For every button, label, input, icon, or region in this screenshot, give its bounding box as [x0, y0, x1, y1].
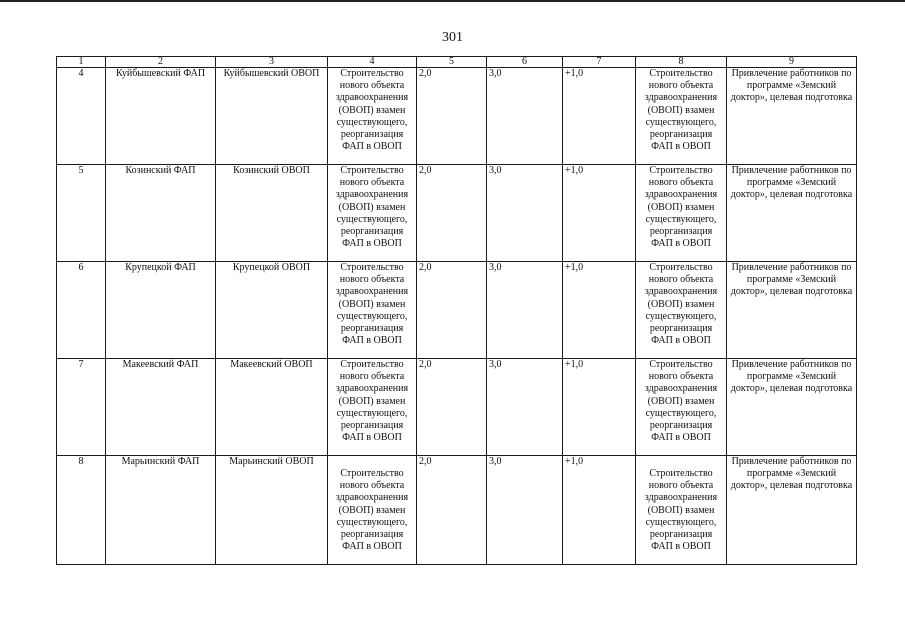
value-col7: +1,0	[563, 359, 636, 456]
row-number: 8	[57, 456, 106, 565]
fap-name: Крупецкой ФАП	[106, 262, 216, 359]
value-col6: 3,0	[487, 456, 563, 565]
ovop-name: Крупецкой ОВОП	[216, 262, 328, 359]
ovop-name: Марьинский ОВОП	[216, 456, 328, 565]
row-number: 6	[57, 262, 106, 359]
fap-name: Марьинский ФАП	[106, 456, 216, 565]
measure-col8: Строительство нового объекта здравоохранения (ОВОП) взамен существующего, реорганизация ФАП в ОВОП	[636, 262, 727, 359]
value-col5: 2,0	[417, 68, 487, 165]
table-row	[57, 359, 857, 456]
planned-action: Строительство нового объекта здравоохранения (ОВОП) взамен существующего, реорганизация ФАП в ОВОП	[328, 359, 417, 456]
column-header: 6	[487, 57, 563, 68]
staffing-note: Привлечение работников по программе «Земский доктор», целевая подготовка	[727, 262, 857, 359]
row-number: 4	[57, 68, 106, 165]
planned-action: Строительство нового объекта здравоохранения (ОВОП) взамен существующего, реорганизация ФАП в ОВОП	[328, 456, 417, 565]
value-col7: +1,0	[563, 262, 636, 359]
column-header: 2	[106, 57, 216, 68]
value-col5: 2,0	[417, 359, 487, 456]
page-number: 301	[442, 30, 463, 45]
value-col6: 3,0	[487, 68, 563, 165]
staffing-note: Привлечение работников по программе «Земский доктор», целевая подготовка	[727, 165, 857, 262]
value-col5: 2,0	[417, 262, 487, 359]
fap-name: Куйбышевский ФАП	[106, 68, 216, 165]
value-col6: 3,0	[487, 359, 563, 456]
staffing-note: Привлечение работников по программе «Земский доктор», целевая подготовка	[727, 456, 857, 565]
value-col6: 3,0	[487, 262, 563, 359]
ovop-name: Козинский ОВОП	[216, 165, 328, 262]
value-col7: +1,0	[563, 456, 636, 565]
column-header: 7	[563, 57, 636, 68]
planned-action: Строительство нового объекта здравоохранения (ОВОП) взамен существующего, реорганизация ФАП в ОВОП	[328, 68, 417, 165]
table-row	[57, 456, 857, 565]
measure-col8: Строительство нового объекта здравоохранения (ОВОП) взамен существующего, реорганизация ФАП в ОВОП	[636, 359, 727, 456]
header-row	[57, 57, 857, 68]
value-col6: 3,0	[487, 165, 563, 262]
column-header: 1	[57, 57, 106, 68]
value-col7: +1,0	[563, 68, 636, 165]
value-col5: 2,0	[417, 456, 487, 565]
measure-col8: Строительство нового объекта здравоохранения (ОВОП) взамен существующего, реорганизация ФАП в ОВОП	[636, 165, 727, 262]
column-header: 9	[727, 57, 857, 68]
fap-name: Козинский ФАП	[106, 165, 216, 262]
value-col5: 2,0	[417, 165, 487, 262]
ovop-name: Макеевский ОВОП	[216, 359, 328, 456]
ovop-name: Куйбышевский ОВОП	[216, 68, 328, 165]
fap-name: Макеевский ФАП	[106, 359, 216, 456]
planned-action: Строительство нового объекта здравоохранения (ОВОП) взамен существующего, реорганизация ФАП в ОВОП	[328, 262, 417, 359]
column-header: 3	[216, 57, 328, 68]
measure-col8: Строительство нового объекта здравоохранения (ОВОП) взамен существующего, реорганизация ФАП в ОВОП	[636, 68, 727, 165]
planned-action: Строительство нового объекта здравоохранения (ОВОП) взамен существующего, реорганизация ФАП в ОВОП	[328, 165, 417, 262]
value-col7: +1,0	[563, 165, 636, 262]
table-row	[57, 165, 857, 262]
measure-col8: Строительство нового объекта здравоохранения (ОВОП) взамен существующего, реорганизация ФАП в ОВОП	[636, 456, 727, 565]
row-number: 7	[57, 359, 106, 456]
facilities-table	[56, 56, 857, 565]
row-number: 5	[57, 165, 106, 262]
top-border-line	[0, 0, 905, 2]
table-row	[57, 262, 857, 359]
table-row	[57, 68, 857, 165]
staffing-note: Привлечение работников по программе «Земский доктор», целевая подготовка	[727, 68, 857, 165]
staffing-note: Привлечение работников по программе «Земский доктор», целевая подготовка	[727, 359, 857, 456]
column-header: 8	[636, 57, 727, 68]
column-header: 4	[328, 57, 417, 68]
column-header: 5	[417, 57, 487, 68]
